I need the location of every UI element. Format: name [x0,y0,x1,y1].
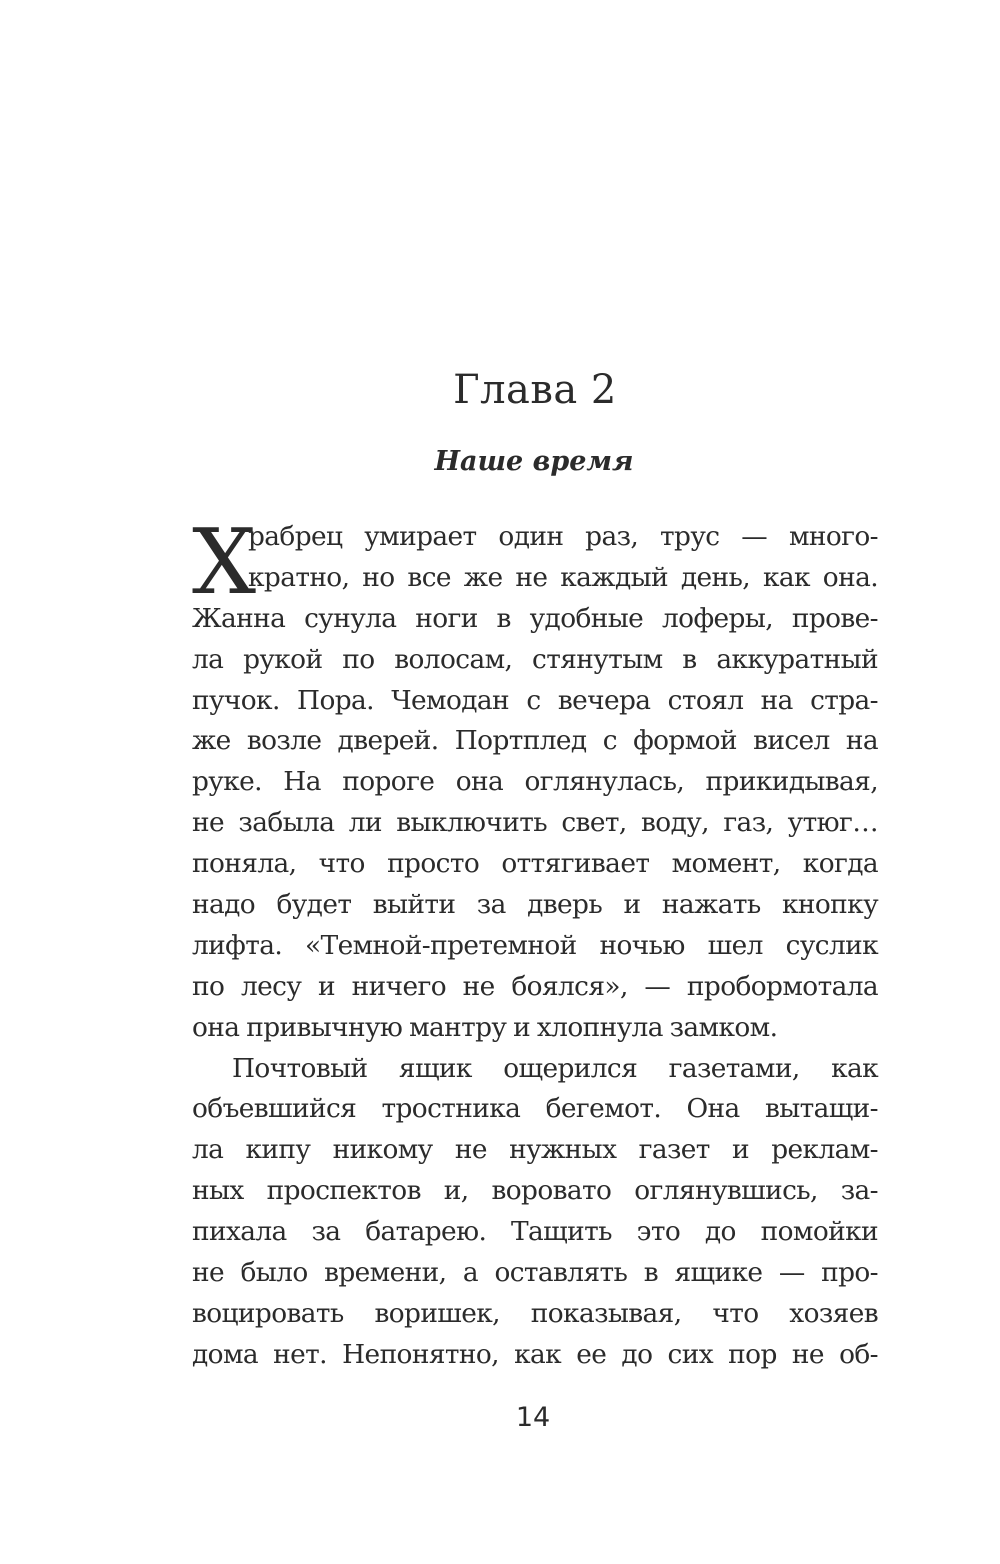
text-line: Жанна сунула ноги в удобные лоферы, прове- [192,602,878,634]
text-line: ла кипу никому не нужных газет и реклам- [192,1134,878,1166]
body-text [192,510,878,1376]
text-line: же возле дверей. Портплед с формой висел на [192,725,878,757]
text-line: ных проспектов и, воровато оглянувшись, за- [192,1175,878,1207]
text-line: пихала за батарею. Тащить это до помойки [192,1216,878,1248]
text-line: надо будет выйти за дверь и нажать кнопку [192,889,878,921]
text-line: руке. На пороге она оглянулась, прикидывая, [192,766,878,798]
page-number: 14 [515,1402,551,1433]
text-line: не забыла ли выключить свет, воду, газ, утюг… [192,807,878,839]
text-line: Почтовый ящик ощерился газетами, как [232,1052,878,1084]
text-line: лифта. «Темной-претемной ночью шел суслик [192,929,878,961]
text-line: кратно, но все же не каждый день, как она. [248,561,878,593]
text-line: она привычную мантру и хлопнула замком. [192,1011,778,1043]
text-line: пучок. Пора. Чемодан с вечера стоял на стра- [192,684,878,716]
text-line: дома нет. Непонятно, как ее до сих пор не об- [192,1338,878,1370]
text-line: воцировать воришек, показывая, что хозяев [192,1297,878,1329]
text-line: по лесу и ничего не боялся», — пробормотала [192,970,878,1002]
text-line: объевшийся тростника бегемот. Она вытащи- [192,1093,878,1125]
drop-cap: Х [192,510,257,615]
text-line: рабрец умирает один раз, трус — много- [248,521,878,552]
text-line: поняла, что просто оттягивает момент, когда [192,848,878,880]
text-line: не было времени, а оставлять в ящике — про- [192,1257,878,1289]
text-line: ла рукой по волосам, стянутым в аккуратный [192,643,878,675]
chapter-subtitle: Наше время [434,446,634,477]
chapter-title: Глава 2 [453,367,617,413]
